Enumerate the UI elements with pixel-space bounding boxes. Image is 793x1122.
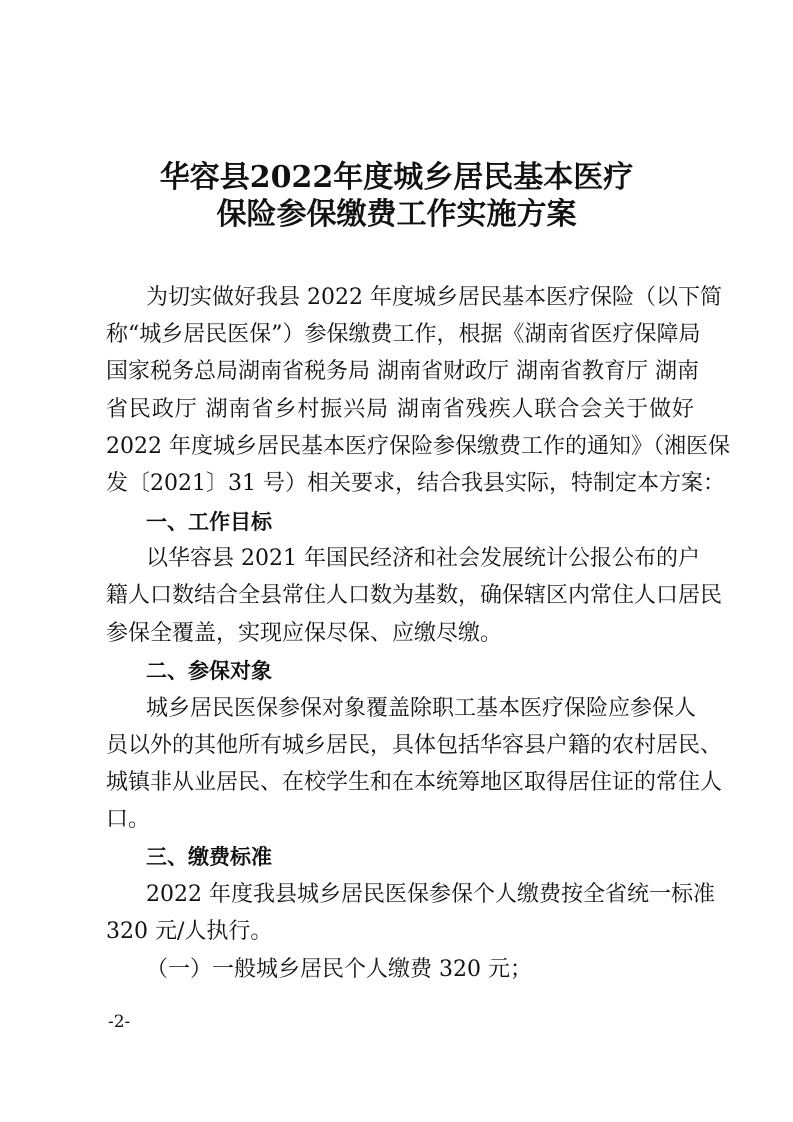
section-heading: 一、工作目标 xyxy=(146,510,272,534)
text-line: 以华容县 2021 年国民经济和社会发展统计公报公布的户 xyxy=(146,546,700,571)
text-line: 2022 年度城乡居民基本医疗保险参保缴费工作的通知》（湘医保 xyxy=(106,434,730,459)
text-line: 320 元/人执行。 xyxy=(106,919,273,944)
section-heading: 二、参保对象 xyxy=(146,659,272,683)
title-line-1: 华容县2022年度城乡居民基本医疗 xyxy=(159,160,634,195)
text-line: 为切实做好我县 2022 年度城乡居民基本医疗保险（以下简 xyxy=(146,285,722,310)
text-line: 国家税务总局湖南省税务局 湖南省财政厅 湖南省教育厅 湖南 xyxy=(106,359,699,384)
section-heading: 三、缴费标准 xyxy=(146,845,272,869)
text-line: （一）一般城乡居民个人缴费 320 元； xyxy=(146,957,532,982)
text-line: 籍人口数结合全县常住人口数为基数，确保辖区内常住人口居民 xyxy=(106,583,723,608)
text-line: 城镇非从业居民、在校学生和在本统筹地区取得居住证的常住人 xyxy=(106,770,723,795)
text-line: 口。 xyxy=(106,807,151,832)
text-line: 城乡居民医保参保对象覆盖除职工基本医疗保险应参保人 xyxy=(146,696,697,721)
text-line: 发〔2021〕31 号）相关要求，结合我县实际，特制定本方案： xyxy=(106,471,725,496)
text-line: 2022 年度我县城乡居民医保参保个人缴费按全省统一标准 xyxy=(146,882,715,907)
text-line: 省民政厅 湖南省乡村振兴局 湖南省残疾人联合会关于做好 xyxy=(106,397,694,422)
title-line-2: 保险参保缴费工作实施方案 xyxy=(216,197,577,232)
page-number: -2- xyxy=(108,1012,131,1032)
text-line: 参保全覆盖，实现应保尽保、应缴尽缴。 xyxy=(106,621,503,646)
text-line: 称“城乡居民医保”）参保缴费工作，根据《湖南省医疗保障局 xyxy=(106,322,701,347)
text-line: 员以外的其他所有城乡居民，具体包括华容县户籍的农村居民、 xyxy=(106,733,723,758)
